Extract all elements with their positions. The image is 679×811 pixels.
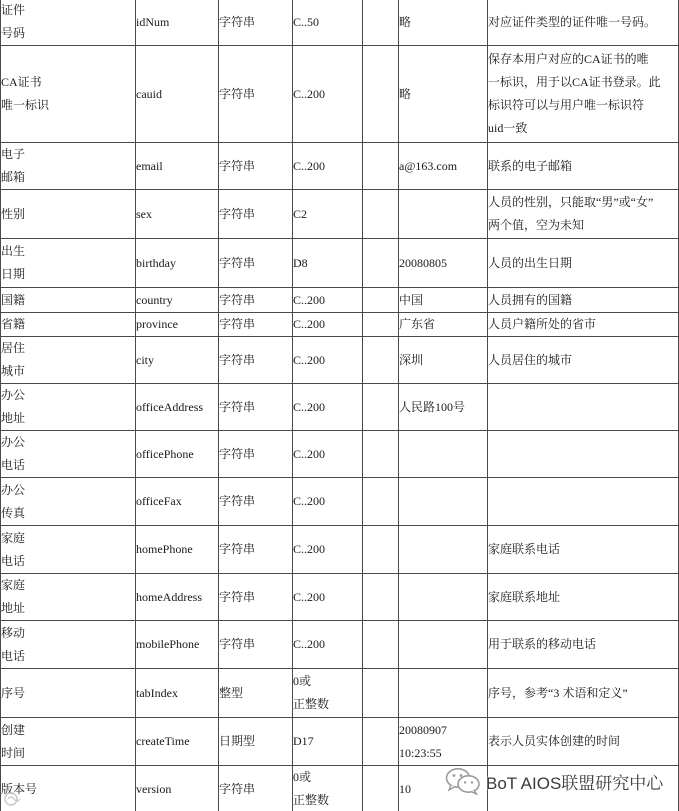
empty-cell [363, 669, 399, 718]
field-id-text: idNum [136, 14, 170, 29]
length-format-cell [293, 0, 363, 46]
data-type-cell [219, 190, 293, 239]
empty-cell [363, 337, 399, 384]
field-name-cell [1, 621, 136, 669]
field-id-text: officeFax [136, 494, 182, 508]
field-name-cell [1, 288, 136, 313]
data-type-text: 字符串 [219, 542, 256, 556]
field-name-cell [1, 574, 136, 621]
example-value-cell [399, 313, 488, 337]
table-row [1, 478, 679, 526]
empty-cell [363, 288, 399, 313]
field-name-cell [1, 431, 136, 478]
example-value-cell [399, 46, 488, 143]
example-value-text: 广东省 [399, 317, 436, 331]
description-text: uid一致 [488, 121, 528, 135]
field-id-cell [136, 431, 219, 478]
field-name-cell [1, 46, 136, 143]
empty-cell [363, 526, 399, 574]
length-format-text: C..200 [293, 292, 326, 307]
field-name-text: 唯一标识 [1, 98, 50, 112]
example-value-text: 10 [399, 781, 411, 796]
field-id-text: mobilePhone [136, 637, 200, 651]
field-id-text: cauid [136, 86, 162, 101]
table-row [1, 143, 679, 190]
length-format-text: C..200 [293, 317, 326, 331]
data-type-text: 日期型 [219, 734, 256, 748]
length-format-cell [293, 669, 363, 718]
empty-cell [363, 239, 399, 288]
field-name-text: 版本号 [1, 781, 38, 796]
example-value-cell [399, 143, 488, 190]
logo-icon [3, 791, 25, 807]
table-row [1, 621, 679, 669]
field-id-cell [136, 190, 219, 239]
field-name-text: 出生 [1, 244, 26, 258]
data-type-text: 字符串 [219, 446, 256, 461]
example-value-text: 20080907 [399, 722, 447, 737]
description-cell [488, 621, 679, 669]
length-format-cell [293, 718, 363, 766]
length-format-cell [293, 46, 363, 143]
field-id-cell [136, 669, 219, 718]
example-value-text: 深圳 [399, 352, 424, 367]
length-format-text: C..200 [293, 542, 326, 556]
field-name-text: 电话 [1, 648, 26, 663]
field-name-text: 地址 [1, 601, 26, 615]
empty-cell [363, 313, 399, 337]
data-type-cell [219, 384, 293, 431]
table-row [1, 718, 679, 766]
length-format-text: C..200 [293, 589, 326, 604]
length-format-text: C..200 [293, 494, 326, 508]
example-value-cell [399, 431, 488, 478]
data-type-cell [219, 669, 293, 718]
field-id-text: sex [136, 206, 152, 221]
data-type-text: 字符串 [219, 14, 256, 29]
field-name-text: 地址 [1, 411, 26, 425]
field-id-cell [136, 0, 219, 46]
example-value-text: 10:23:55 [399, 745, 442, 760]
length-format-text: C..200 [293, 158, 326, 173]
length-format-text: C..50 [293, 14, 320, 29]
data-type-cell [219, 313, 293, 337]
field-id-text: city [136, 352, 154, 367]
field-id-text: homePhone [136, 542, 193, 556]
field-name-text: 电子 [1, 147, 26, 161]
length-format-text: C..200 [293, 352, 326, 367]
field-name-cell [1, 669, 136, 718]
field-id-cell [136, 288, 219, 313]
data-type-cell [219, 526, 293, 574]
data-type-text: 字符串 [219, 292, 256, 307]
data-type-cell [219, 0, 293, 46]
data-type-text: 字符串 [219, 399, 256, 414]
length-format-text: C..200 [293, 637, 326, 651]
field-name-text: 家庭 [1, 530, 26, 545]
data-type-text: 整型 [219, 685, 244, 700]
length-format-text: C..200 [293, 86, 326, 101]
length-format-cell [293, 621, 363, 669]
data-type-text: 字符串 [219, 206, 256, 221]
description-cell [488, 190, 679, 239]
empty-cell [363, 718, 399, 766]
field-name-text: 性别 [1, 206, 26, 221]
data-type-cell [219, 478, 293, 526]
description-text: 用于联系的移动电话 [488, 637, 597, 651]
length-format-text: 0或 [293, 770, 312, 784]
field-name-cell [1, 384, 136, 431]
table-row [1, 431, 679, 478]
field-name-cell [1, 0, 136, 46]
empty-cell [363, 574, 399, 621]
data-type-text: 字符串 [219, 255, 256, 270]
table-row [1, 239, 679, 288]
field-name-cell [1, 239, 136, 288]
watermark-text: BoT AIOS联盟研究中心 [486, 774, 664, 793]
table-row [1, 526, 679, 574]
description-text: 人员户籍所处的省市 [488, 317, 597, 331]
field-name-cell [1, 190, 136, 239]
field-id-cell [136, 621, 219, 669]
field-id-cell [136, 718, 219, 766]
data-type-cell [219, 337, 293, 384]
data-type-cell [219, 718, 293, 766]
example-value-cell [399, 337, 488, 384]
field-name-text: 办公 [1, 435, 26, 449]
field-name-text: 序号 [1, 685, 26, 700]
description-cell [488, 143, 679, 190]
field-name-text: 邮箱 [1, 170, 26, 184]
description-text: 人员的出生日期 [488, 255, 573, 270]
field-name-text: CA证书 [1, 75, 42, 89]
field-id-text: version [136, 781, 172, 796]
table-row [1, 669, 679, 718]
data-type-cell [219, 46, 293, 143]
data-type-text: 字符串 [219, 494, 256, 508]
field-name-cell [1, 143, 136, 190]
data-type-cell [219, 143, 293, 190]
field-id-cell [136, 46, 219, 143]
empty-cell [363, 0, 399, 46]
field-name-text: 证件 [1, 3, 26, 17]
field-name-cell [1, 478, 136, 526]
table-row [1, 288, 679, 313]
length-format-cell [293, 337, 363, 384]
description-text: 对应证件类型的证件唯一号码。 [488, 14, 657, 29]
description-cell [488, 718, 679, 766]
example-value-cell [399, 384, 488, 431]
length-format-cell [293, 190, 363, 239]
table-row [1, 190, 679, 239]
description-text: 联系的电子邮箱 [488, 158, 573, 173]
example-value-cell [399, 190, 488, 239]
field-id-text: tabIndex [136, 685, 178, 700]
description-cell [488, 669, 679, 718]
length-format-text: 正整数 [293, 793, 330, 807]
data-type-text: 字符串 [219, 317, 256, 331]
length-format-text: 0或 [293, 674, 312, 688]
field-name-text: 移动 [1, 625, 26, 640]
length-format-text: D17 [293, 734, 314, 748]
field-id-cell [136, 313, 219, 337]
description-cell [488, 574, 679, 621]
data-type-text: 字符串 [219, 589, 256, 604]
description-cell [488, 431, 679, 478]
example-value-text: 略 [399, 86, 412, 101]
field-name-text: 城市 [1, 364, 26, 378]
example-value-text: 中国 [399, 292, 424, 307]
field-id-cell [136, 384, 219, 431]
field-name-text: 电话 [1, 553, 26, 568]
field-id-text: country [136, 292, 173, 307]
example-value-cell [399, 669, 488, 718]
field-name-text: 传真 [1, 505, 26, 520]
field-name-text: 电话 [1, 458, 26, 472]
wechat-icon [445, 767, 481, 795]
example-value-text: 20080805 [399, 255, 447, 270]
field-id-cell [136, 526, 219, 574]
field-name-cell [1, 526, 136, 574]
description-cell [488, 239, 679, 288]
data-type-text: 字符串 [219, 781, 256, 796]
description-text: 保存本用户对应的CA证书的唯 [488, 52, 649, 66]
field-name-cell [1, 337, 136, 384]
description-cell [488, 384, 679, 431]
example-value-cell [399, 288, 488, 313]
length-format-cell [293, 574, 363, 621]
example-value-text: 略 [399, 14, 412, 29]
field-id-cell [136, 766, 219, 811]
description-cell [488, 478, 679, 526]
field-name-text: 家庭 [1, 578, 26, 592]
length-format-text: C..200 [293, 446, 326, 461]
description-text: 序号，参考“3 术语和定义” [488, 685, 628, 700]
length-format-cell [293, 526, 363, 574]
field-id-cell [136, 239, 219, 288]
description-cell [488, 46, 679, 143]
empty-cell [363, 621, 399, 669]
description-text: 表示人员实体创建的时间 [488, 734, 621, 748]
field-name-text: 国籍 [1, 292, 26, 307]
field-name-text: 省籍 [1, 317, 26, 331]
table-row [1, 384, 679, 431]
data-type-text: 字符串 [219, 158, 256, 173]
field-name-text: 号码 [1, 26, 26, 40]
length-format-cell [293, 288, 363, 313]
data-type-cell [219, 239, 293, 288]
field-id-text: createTime [136, 734, 190, 748]
example-value-cell [399, 621, 488, 669]
data-type-cell [219, 288, 293, 313]
length-format-text: C..200 [293, 399, 326, 414]
field-id-cell [136, 143, 219, 190]
field-id-text: officePhone [136, 446, 194, 461]
data-type-text: 字符串 [219, 86, 256, 101]
empty-cell [363, 431, 399, 478]
field-name-text: 日期 [1, 267, 26, 281]
data-type-cell [219, 621, 293, 669]
example-value-cell [399, 526, 488, 574]
length-format-text: C2 [293, 206, 308, 221]
data-type-cell [219, 574, 293, 621]
example-value-text: 人民路100号 [399, 399, 466, 414]
length-format-cell [293, 313, 363, 337]
description-text: 一标识，用于以CA证书登录。此 [488, 75, 661, 89]
example-value-cell [399, 0, 488, 46]
length-format-text: D8 [293, 255, 308, 270]
empty-cell [363, 478, 399, 526]
example-value-cell [399, 718, 488, 766]
description-cell [488, 0, 679, 46]
empty-cell [363, 143, 399, 190]
length-format-cell [293, 239, 363, 288]
length-format-text: 正整数 [293, 697, 330, 711]
table-row [1, 0, 679, 46]
field-id-text: province [136, 317, 178, 331]
field-id-text: homeAddress [136, 589, 202, 604]
length-format-cell [293, 766, 363, 811]
description-text: 标识符可以与用户唯一标识符 [488, 98, 645, 112]
field-id-text: officeAddress [136, 399, 204, 414]
field-name-text: 居住 [1, 341, 26, 355]
empty-cell [363, 766, 399, 811]
field-id-cell [136, 574, 219, 621]
field-name-cell [1, 718, 136, 766]
example-value-cell [399, 574, 488, 621]
description-cell [488, 288, 679, 313]
description-cell [488, 526, 679, 574]
data-type-text: 字符串 [219, 637, 256, 651]
field-id-text: birthday [136, 255, 176, 270]
description-text: 家庭联系地址 [488, 589, 561, 604]
length-format-cell [293, 478, 363, 526]
description-text: 两个值，空为未知 [488, 218, 585, 232]
table-row [1, 46, 679, 143]
length-format-cell [293, 384, 363, 431]
example-value-cell [399, 478, 488, 526]
description-text: 人员的性别，只能取“男”或“女” [488, 195, 654, 209]
example-value-cell [399, 239, 488, 288]
field-name-text: 办公 [1, 388, 26, 402]
empty-cell [363, 46, 399, 143]
table-row [1, 574, 679, 621]
data-type-cell [219, 431, 293, 478]
description-text: 人员拥有的国籍 [488, 292, 573, 307]
description-cell [488, 313, 679, 337]
field-name-text: 办公 [1, 482, 26, 497]
description-text: 人员居住的城市 [488, 352, 573, 367]
example-value-text: a@163.com [399, 158, 458, 173]
length-format-cell [293, 431, 363, 478]
table-row [1, 313, 679, 337]
empty-cell [363, 384, 399, 431]
field-id-cell [136, 337, 219, 384]
data-type-cell [219, 766, 293, 811]
length-format-cell [293, 143, 363, 190]
description-text: 家庭联系电话 [488, 542, 561, 556]
field-name-text: 创建 [1, 722, 26, 737]
table-row [1, 337, 679, 384]
data-type-text: 字符串 [219, 352, 256, 367]
field-name-text: 时间 [1, 745, 26, 760]
field-id-text: email [136, 158, 163, 173]
field-name-cell [1, 313, 136, 337]
empty-cell [363, 190, 399, 239]
description-cell [488, 337, 679, 384]
field-id-cell [136, 478, 219, 526]
